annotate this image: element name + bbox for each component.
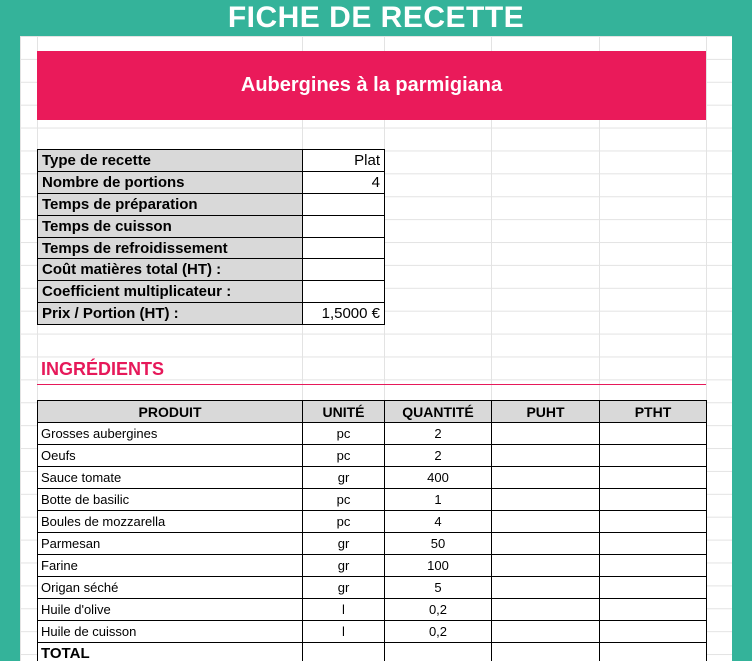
produit-cell[interactable]: Farine bbox=[38, 555, 303, 577]
quantite-cell[interactable]: 5 bbox=[385, 577, 492, 599]
info-label: Coefficient multiplicateur : bbox=[38, 281, 303, 303]
info-value-cell[interactable] bbox=[303, 237, 385, 259]
quantite-cell[interactable]: 0,2 bbox=[385, 621, 492, 643]
ptht-cell[interactable] bbox=[600, 555, 707, 577]
puht-cell[interactable] bbox=[492, 445, 600, 467]
table-row bbox=[38, 555, 707, 577]
total-unite-cell[interactable] bbox=[303, 643, 385, 661]
produit-cell[interactable]: Parmesan bbox=[38, 533, 303, 555]
ptht-cell[interactable] bbox=[600, 511, 707, 533]
info-label: Temps de préparation bbox=[38, 193, 303, 215]
info-value-cell[interactable] bbox=[303, 215, 385, 237]
info-row bbox=[38, 259, 385, 281]
puht-cell[interactable] bbox=[492, 467, 600, 489]
info-label: Temps de cuisson bbox=[38, 215, 303, 237]
info-label: Prix / Portion (HT) : bbox=[38, 303, 303, 325]
unite-cell[interactable]: gr bbox=[303, 577, 385, 599]
info-value-cell[interactable]: Plat bbox=[303, 150, 385, 172]
total-quantite-cell[interactable] bbox=[385, 643, 492, 661]
info-row bbox=[38, 171, 385, 193]
quantite-cell[interactable]: 100 bbox=[385, 555, 492, 577]
produit-cell[interactable]: Sauce tomate bbox=[38, 467, 303, 489]
unite-cell[interactable]: pc bbox=[303, 445, 385, 467]
ingredients-section-title: INGRÉDIENTS bbox=[41, 359, 165, 379]
table-row bbox=[38, 467, 707, 489]
info-label: Nombre de portions bbox=[38, 171, 303, 193]
recipe-name: Aubergines à la parmigiana bbox=[240, 74, 503, 96]
quantite-cell[interactable]: 2 bbox=[385, 423, 492, 445]
total-row bbox=[38, 643, 707, 661]
info-label: Type de recette bbox=[38, 150, 303, 172]
info-row bbox=[38, 193, 385, 215]
page-title: FICHE DE RECETTE bbox=[227, 1, 525, 34]
info-label: Coût matières total (HT) : bbox=[38, 259, 303, 281]
info-row bbox=[38, 303, 385, 325]
ptht-cell[interactable] bbox=[600, 423, 707, 445]
table-row bbox=[38, 511, 707, 533]
info-value-cell[interactable] bbox=[303, 281, 385, 303]
unite-cell[interactable]: l bbox=[303, 621, 385, 643]
column-header-quantite[interactable]: QUANTITÉ bbox=[385, 401, 492, 423]
puht-cell[interactable] bbox=[492, 511, 600, 533]
quantite-cell[interactable]: 50 bbox=[385, 533, 492, 555]
puht-cell[interactable] bbox=[492, 599, 600, 621]
column-header-ptht[interactable]: PTHT bbox=[600, 401, 707, 423]
puht-cell[interactable] bbox=[492, 577, 600, 599]
info-row bbox=[38, 237, 385, 259]
puht-cell[interactable] bbox=[492, 423, 600, 445]
table-row bbox=[38, 621, 707, 643]
produit-cell[interactable]: Huile de cuisson bbox=[38, 621, 303, 643]
info-value-cell[interactable] bbox=[303, 259, 385, 281]
unite-cell[interactable]: gr bbox=[303, 555, 385, 577]
ptht-cell[interactable] bbox=[600, 577, 707, 599]
produit-cell[interactable]: Botte de basilic bbox=[38, 489, 303, 511]
info-value-cell[interactable] bbox=[303, 193, 385, 215]
info-value-cell[interactable]: 4 bbox=[303, 171, 385, 193]
ptht-cell[interactable] bbox=[600, 599, 707, 621]
unite-cell[interactable]: gr bbox=[303, 533, 385, 555]
puht-cell[interactable] bbox=[492, 621, 600, 643]
table-row bbox=[38, 577, 707, 599]
ingredients-header-row bbox=[38, 401, 707, 423]
quantite-cell[interactable]: 4 bbox=[385, 511, 492, 533]
recipe-name-banner[interactable] bbox=[37, 51, 706, 120]
quantite-cell[interactable]: 0,2 bbox=[385, 599, 492, 621]
recipe-info-table bbox=[37, 149, 385, 325]
table-row bbox=[38, 489, 707, 511]
quantite-cell[interactable]: 400 bbox=[385, 467, 492, 489]
unite-cell[interactable]: pc bbox=[303, 511, 385, 533]
info-row bbox=[38, 150, 385, 172]
produit-cell[interactable]: Oeufs bbox=[38, 445, 303, 467]
total-puht-cell[interactable] bbox=[492, 643, 600, 661]
produit-cell[interactable]: Origan séché bbox=[38, 577, 303, 599]
produit-cell[interactable]: Grosses aubergines bbox=[38, 423, 303, 445]
total-ptht-cell[interactable] bbox=[600, 643, 707, 661]
table-row bbox=[38, 533, 707, 555]
table-row bbox=[38, 423, 707, 445]
column-header-unite[interactable]: UNITÉ bbox=[303, 401, 385, 423]
table-row bbox=[38, 599, 707, 621]
ptht-cell[interactable] bbox=[600, 533, 707, 555]
produit-cell[interactable]: Boules de mozzarella bbox=[38, 511, 303, 533]
quantite-cell[interactable]: 2 bbox=[385, 445, 492, 467]
section-divider bbox=[37, 384, 706, 385]
quantite-cell[interactable]: 1 bbox=[385, 489, 492, 511]
info-row bbox=[38, 281, 385, 303]
column-header-puht[interactable]: PUHT bbox=[492, 401, 600, 423]
unite-cell[interactable]: pc bbox=[303, 423, 385, 445]
puht-cell[interactable] bbox=[492, 533, 600, 555]
spreadsheet-area bbox=[20, 36, 732, 661]
info-label: Temps de refroidissement bbox=[38, 237, 303, 259]
ptht-cell[interactable] bbox=[600, 621, 707, 643]
info-value-cell[interactable]: 1,5000 € bbox=[303, 303, 385, 325]
ptht-cell[interactable] bbox=[600, 489, 707, 511]
ptht-cell[interactable] bbox=[600, 445, 707, 467]
unite-cell[interactable]: pc bbox=[303, 489, 385, 511]
column-header-produit[interactable]: PRODUIT bbox=[38, 401, 303, 423]
table-row bbox=[38, 445, 707, 467]
unite-cell[interactable]: l bbox=[303, 599, 385, 621]
ptht-cell[interactable] bbox=[600, 467, 707, 489]
puht-cell[interactable] bbox=[492, 555, 600, 577]
ingredients-table bbox=[37, 400, 707, 661]
unite-cell[interactable]: gr bbox=[303, 467, 385, 489]
puht-cell[interactable] bbox=[492, 489, 600, 511]
info-row bbox=[38, 215, 385, 237]
produit-cell[interactable]: Huile d'olive bbox=[38, 599, 303, 621]
total-label: TOTAL bbox=[38, 643, 303, 661]
